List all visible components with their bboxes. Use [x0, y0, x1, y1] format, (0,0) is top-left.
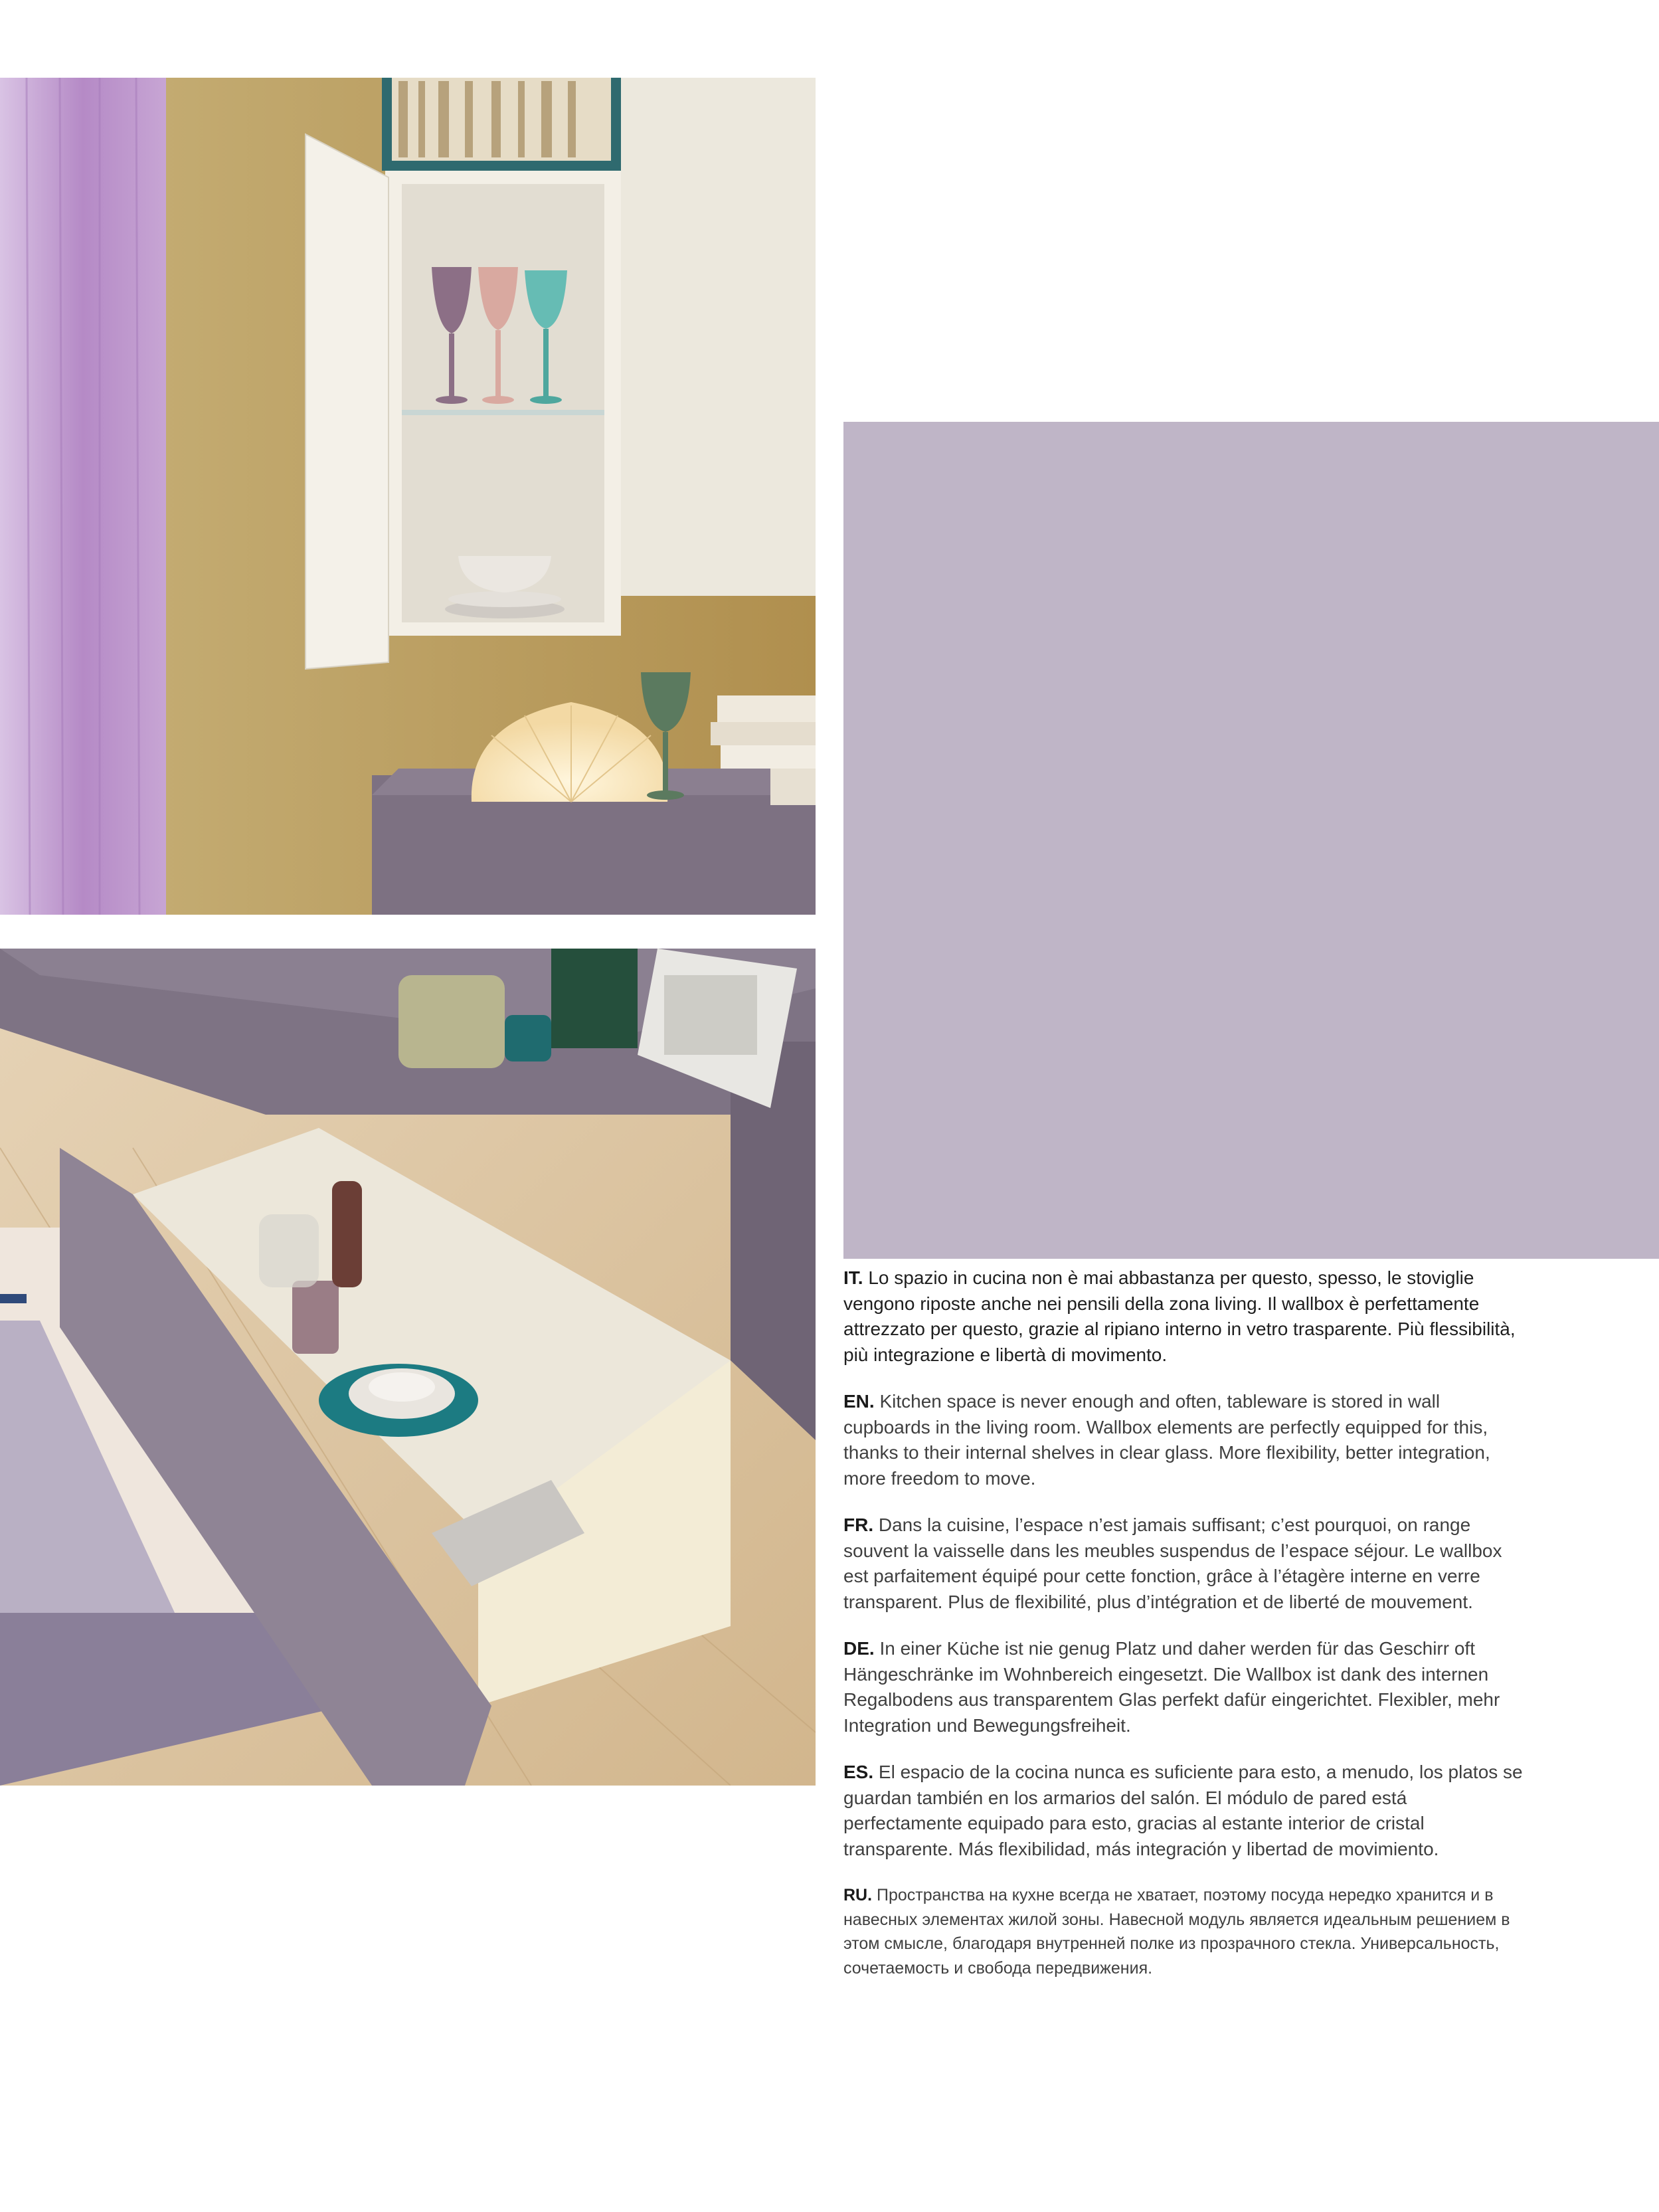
paragraph-en: [843, 1389, 1528, 1491]
paragraph-text: Dans la cuisine, l’espace n’est jamais suffisant; c’est pourquoi, on range souvent la vaisselle dans les meubles suspendus de l’espace séjour. Le wallbox est parfaitement équipé pour cette fonction, grâce à l’étagère interne en verre transparent. Plus de flexibilité, plus d’intégration et de liberté de mouvement.: [843, 1515, 1502, 1612]
open-drawer-illustration: [0, 949, 816, 1786]
photo-wall-cabinet: [0, 78, 816, 915]
paragraph-text: El espacio de la cocina nunca es suficiente para esto, a menudo, los platos se guardan también en los armarios del salón. El módulo de pared está perfectamente equipado para esto, gracias al estante interior de cristal transparente. Más flexibilidad, más integración y libertad de movimiento.: [843, 1762, 1523, 1859]
multilingual-description: [843, 1265, 1528, 2001]
paragraph-text: Kitchen space is never enough and often, tableware is stored in wall cupboards in the living room. Wallbox elements are perfectly equipped for this, thanks to their internal shelves in clear glass. More flexibility, better integration, more freedom to move.: [843, 1391, 1490, 1489]
paragraph-ru: [843, 1883, 1528, 1980]
language-code: ES.: [843, 1762, 874, 1782]
paragraph-text: Lo spazio in cucina non è mai abbastanza per questo, spesso, le stoviglie vengono riposte anche nei pensili della zona living. Il wallbox è perfettamente attrezzato per questo, grazie al ripiano interno in vetro trasparente. Più flessibilità, più integrazione e libertà di movimento.: [843, 1267, 1516, 1365]
paragraph-de: [843, 1636, 1528, 1738]
language-code: EN.: [843, 1391, 875, 1412]
paragraph-fr: [843, 1513, 1528, 1615]
language-code: IT.: [843, 1267, 863, 1288]
paragraph-es: [843, 1760, 1528, 1862]
wall-cabinet-illustration: [0, 78, 816, 915]
paragraph-text: Пространства на кухне всегда не хватает, поэтому посуда нередко хранится и в навесных элементах жилой зоны. Навесной модуль является идеальным решением в этом смысле, благодаря внутренней полке из прозрачного стекла. Универсальность, сочетаемость и свобода передвижения.: [843, 1886, 1510, 1978]
paragraph-it: [843, 1265, 1528, 1368]
language-code: DE.: [843, 1638, 875, 1659]
photo-open-drawer: [0, 949, 816, 1786]
language-code: RU.: [843, 1886, 873, 1904]
paragraph-text: In einer Küche ist nie genug Platz und daher werden für das Geschirr oft Hängeschränke im Wohnbereich eingesetzt. Die Wallbox ist dank des internen Regalbodens aus transparentem Glas perfekt dafür eingerichtet. Flexibler, mehr Integration und Bewegungsfreiheit.: [843, 1638, 1500, 1736]
color-swatch: [843, 422, 1659, 1259]
language-code: FR.: [843, 1515, 874, 1535]
